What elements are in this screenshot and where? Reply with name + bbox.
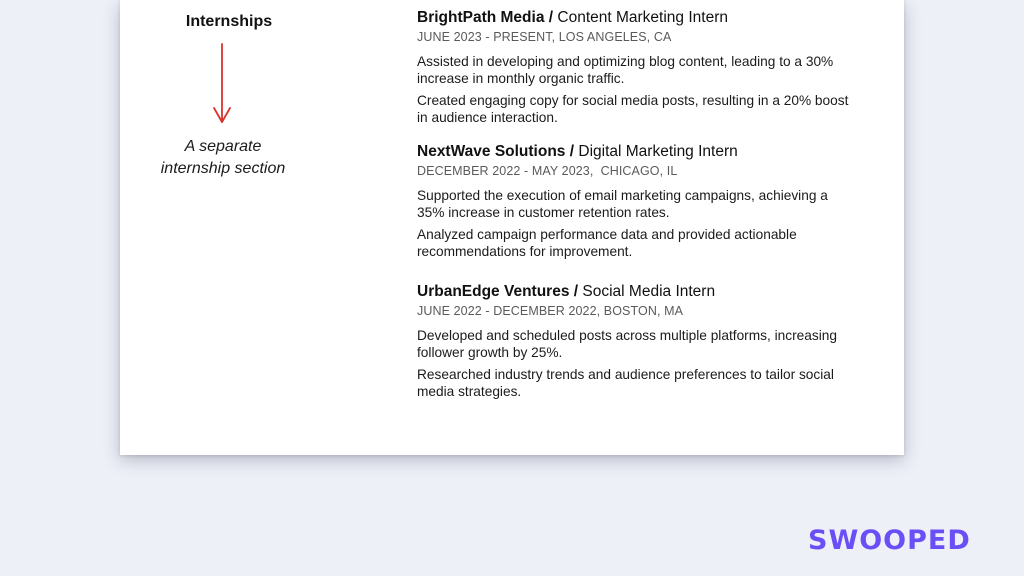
achievement-text: Developed and scheduled posts across multiple platforms, increasing follower growth by 25%. — [417, 328, 837, 360]
achievement-text: Created engaging copy for social media posts, resulting in a 20% boost in audience interaction. — [417, 93, 849, 125]
entry-dates-location: JUNE 2023 - PRESENT, LOS ANGELES, CA — [417, 30, 672, 44]
role-title: Content Marketing Intern — [557, 9, 728, 26]
resume-sheet — [120, 0, 904, 455]
entry-title — [417, 8, 857, 28]
achievement-text: Assisted in developing and optimizing blog content, leading to a 30% increase in monthly organic traffic. — [417, 54, 834, 86]
internship-entry — [417, 282, 857, 400]
role-title: Digital Marketing Intern — [578, 143, 738, 160]
company-name: NextWave Solutions — [417, 143, 566, 160]
internship-entry — [417, 8, 857, 126]
entry-title — [417, 142, 857, 162]
section-heading: Internships — [185, 13, 273, 30]
entry-dates-location: JUNE 2022 - DECEMBER 2022, BOSTON, MA — [417, 304, 684, 318]
company-name: BrightPath Media — [417, 9, 545, 26]
role-title: Social Media Intern — [582, 283, 716, 300]
achievement-text: Supported the execution of email marketing campaigns, achieving a 35% increase in customer retention rates. — [417, 188, 828, 220]
down-arrow-icon — [210, 42, 234, 126]
title-separator: / — [569, 143, 575, 160]
company-name: UrbanEdge Ventures — [417, 283, 570, 300]
achievement-text: Analyzed campaign performance data and provided actionable recommendations for improvement. — [417, 227, 797, 259]
annotation-line-1: A separate — [184, 138, 262, 155]
entry-dates-location: DECEMBER 2022 - MAY 2023, CHICAGO, IL — [417, 164, 678, 178]
title-separator: / — [548, 9, 554, 26]
annotation-line-2: internship section — [160, 160, 286, 177]
internship-list — [417, 8, 857, 416]
internship-entry — [417, 142, 857, 260]
title-separator: / — [573, 283, 579, 300]
annotation-note — [140, 136, 306, 180]
achievement-text: Researched industry trends and audience preferences to tailor social media strategies. — [417, 367, 834, 399]
entry-title — [417, 282, 857, 302]
brand-logo: SWOOPED — [808, 525, 971, 556]
